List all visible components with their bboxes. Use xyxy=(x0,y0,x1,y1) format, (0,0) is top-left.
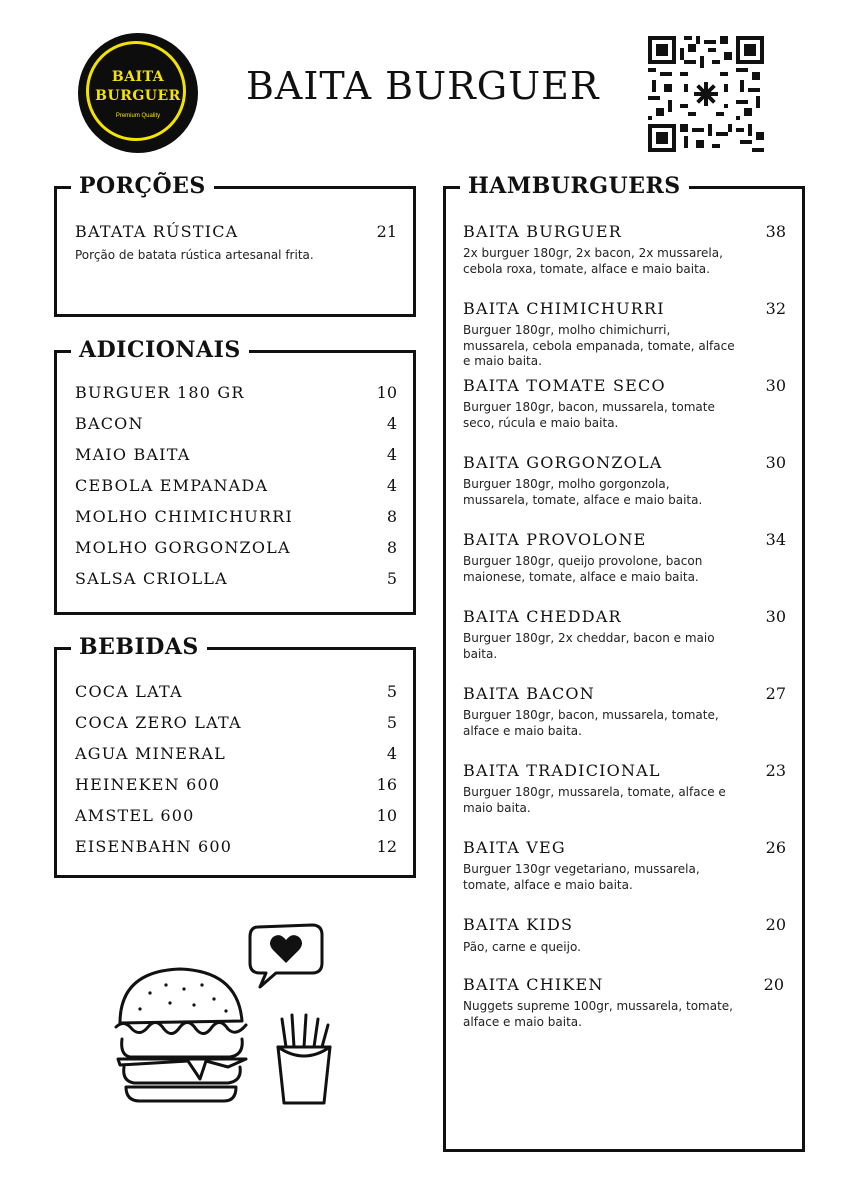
desc-line: alface e maio baita. xyxy=(463,723,582,738)
brand-logo xyxy=(78,33,198,153)
desc-line: cebola roxa, tomate, alface e maio baita. xyxy=(463,261,710,276)
menu-item-name: MOLHO CHIMICHURRI xyxy=(75,507,293,526)
desc-line: Burguer 180gr, bacon, mussarela, tomate, xyxy=(463,708,719,722)
menu-item-name: BURGUER 180 GR xyxy=(75,383,245,402)
menu-item-name: COCA LATA xyxy=(75,682,183,701)
menu-item-price: 16 xyxy=(376,775,397,794)
menu-item-price: 8 xyxy=(386,507,397,526)
burger-and-fries-illustration xyxy=(110,915,340,1105)
menu-item-name: MOLHO GORGONZOLA xyxy=(75,538,291,557)
menu-item-name: BAITA BURGUER xyxy=(463,222,622,241)
menu-item-name: BAITA KIDS xyxy=(463,915,574,934)
menu-item-price: 5 xyxy=(386,682,397,701)
porcoes-section xyxy=(54,173,416,317)
menu-item-price: 4 xyxy=(386,445,397,464)
menu-item-price: 4 xyxy=(386,414,397,433)
menu-item-name: BATATA RÚSTICA xyxy=(75,222,239,241)
bebidas-section xyxy=(54,634,416,878)
logo-line-1: BAITA xyxy=(111,69,165,85)
adicionais-section xyxy=(54,337,416,615)
menu-item-price: 20 xyxy=(765,915,786,934)
menu-item-price: 8 xyxy=(386,538,397,557)
bebidas-title: BEBIDAS xyxy=(71,632,207,662)
desc-line: Burguer 180gr, 2x cheddar, bacon e maio xyxy=(463,631,715,645)
menu-item-desc xyxy=(463,708,719,739)
menu-item-name: BAITA CHIKEN xyxy=(463,975,604,994)
adicionais-title: ADICIONAIS xyxy=(71,335,249,365)
desc-line: Pão, carne e queijo. xyxy=(463,940,581,954)
menu-item-desc xyxy=(463,323,735,370)
desc-line: maio baita. xyxy=(463,800,531,815)
menu-item-desc xyxy=(463,246,723,277)
logo-line-2: BURGUER xyxy=(95,88,181,104)
menu-item-name: BAITA PROVOLONE xyxy=(463,530,647,549)
desc-line: maionese, tomate, alface e maio baita. xyxy=(463,569,699,584)
menu-item-price: 10 xyxy=(376,383,397,402)
menu-item-name: AGUA MINERAL xyxy=(75,744,226,763)
qr-code-icon xyxy=(648,36,764,152)
menu-item-desc xyxy=(463,400,715,431)
menu-item-price: 23 xyxy=(765,761,786,780)
menu-item-price: 4 xyxy=(386,476,397,495)
menu-item-desc xyxy=(463,785,726,816)
menu-item-name: BACON xyxy=(75,414,144,433)
desc-line: mussarela, cebola empanada, tomate, alface xyxy=(463,338,735,353)
hamburgers-title: HAMBURGUERS xyxy=(460,171,689,201)
desc-line: seco, rúcula e maio baita. xyxy=(463,415,619,430)
desc-line: baita. xyxy=(463,646,498,661)
menu-item-name: BAITA TRADICIONAL xyxy=(463,761,661,780)
menu-item-name: CEBOLA EMPANADA xyxy=(75,476,269,495)
menu-item-price: 10 xyxy=(376,806,397,825)
menu-item-desc xyxy=(463,477,702,508)
menu-item-price: 5 xyxy=(386,713,397,732)
porcoes-title: PORÇÕES xyxy=(71,171,214,201)
logo-tagline: Premium Quality xyxy=(115,113,161,119)
menu-item-price: 5 xyxy=(386,569,397,588)
menu-item-desc xyxy=(463,631,715,662)
menu-item-name: BAITA GORGONZOLA xyxy=(463,453,663,472)
desc-line: Nuggets supreme 100gr, mussarela, tomate, xyxy=(463,999,733,1013)
menu-item-desc xyxy=(463,554,702,585)
menu-item-name: HEINEKEN 600 xyxy=(75,775,221,794)
menu-item-name: SALSA CRIOLLA xyxy=(75,569,228,588)
menu-item-name: BAITA BACON xyxy=(463,684,595,703)
desc-line: 2x burguer 180gr, 2x bacon, 2x mussarela, xyxy=(463,246,723,260)
menu-item-name: BAITA TOMATE SECO xyxy=(463,376,666,395)
menu-item-price: 21 xyxy=(376,222,397,241)
menu-item-desc xyxy=(463,940,581,956)
desc-line: mussarela, tomate, alface e maio baita. xyxy=(463,492,703,507)
page-title: BAITA BURGUER xyxy=(246,64,600,108)
desc-line: Burguer 180gr, molho chimichurri, xyxy=(463,323,671,337)
hamburgers-section xyxy=(443,173,805,1152)
menu-item-name: EISENBAHN 600 xyxy=(75,837,233,856)
desc-line: Burguer 180gr, mussarela, tomate, alface e xyxy=(463,785,726,799)
menu-item-name: BAITA CHEDDAR xyxy=(463,607,622,626)
menu-item-name: BAITA CHIMICHURRI xyxy=(463,299,665,318)
menu-item-price: 32 xyxy=(765,299,786,318)
menu-item-name: MAIO BAITA xyxy=(75,445,191,464)
menu-item-price: 30 xyxy=(765,607,786,626)
menu-item-price: 27 xyxy=(765,684,786,703)
desc-line: Burguer 180gr, bacon, mussarela, tomate xyxy=(463,400,715,414)
menu-item-price: 12 xyxy=(376,837,397,856)
menu-item-desc xyxy=(463,862,700,893)
desc-line: e maio baita. xyxy=(463,354,542,368)
menu-item-name: AMSTEL 600 xyxy=(75,806,195,825)
menu-item-price: 20 xyxy=(763,975,784,994)
desc-line: Burguer 180gr, queijo provolone, bacon xyxy=(463,554,703,568)
desc-line: Burguer 130gr vegetariano, mussarela, xyxy=(463,862,700,876)
menu-item-desc xyxy=(463,999,733,1030)
menu-item-desc: Porção de batata rústica artesanal frita. xyxy=(75,248,314,262)
desc-line: alface e maio baita. xyxy=(463,1014,582,1029)
menu-item-price: 30 xyxy=(765,453,786,472)
menu-item-price: 4 xyxy=(386,744,397,763)
desc-line: Burguer 180gr, molho gorgonzola, xyxy=(463,477,670,491)
desc-line: tomate, alface e maio baita. xyxy=(463,877,633,892)
menu-item-name: BAITA VEG xyxy=(463,838,566,857)
menu-item-name: COCA ZERO LATA xyxy=(75,713,242,732)
menu-item-price: 34 xyxy=(765,530,786,549)
menu-item-price: 26 xyxy=(765,838,786,857)
menu-item-price: 38 xyxy=(765,222,786,241)
menu-item-price: 30 xyxy=(765,376,786,395)
